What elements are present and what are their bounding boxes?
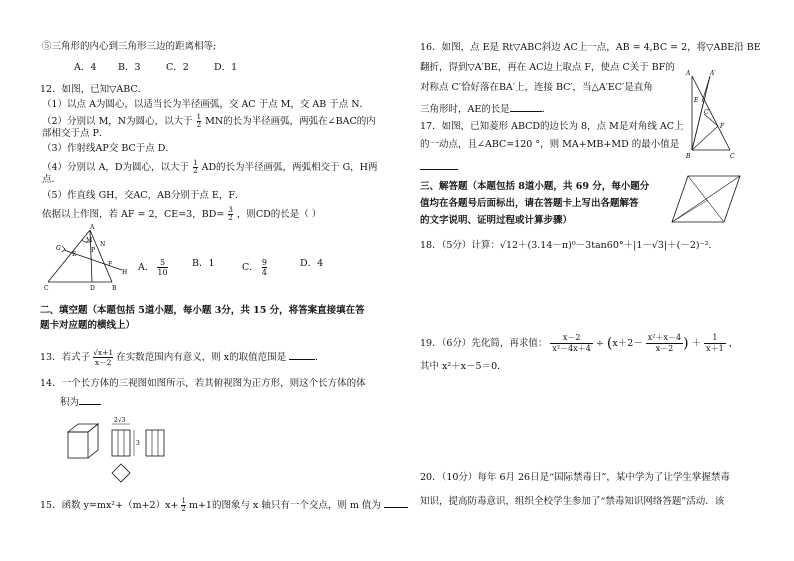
fig16-label-c-prime: C′ [704, 109, 710, 116]
q12-option-a [138, 258, 168, 277]
q12-title: 12．如图，已知▽ABC． [40, 84, 148, 95]
q18-expression: √12＋(3.14－π)⁰－3tan60°＋|1－√3|＋(－2)⁻²． [499, 240, 718, 251]
q19-label: 19．（6分）先化简，再求值： [420, 338, 548, 349]
q11-option-b: B．3 [118, 62, 141, 73]
fig16-label-b: B [686, 153, 691, 160]
q18-label: 18．（5分）计算： [420, 240, 500, 251]
q12-step2-text-b: MN的长为半径画弧，两弧在∠BAC的内 [205, 116, 376, 127]
q12-step4-text-a: （4）分别以 A，D为圆心，以大于 [42, 162, 190, 173]
q19-f2-denominator: x－2 [655, 344, 674, 353]
q12-step3: （3）作射线AP交 BC于点 D． [42, 143, 175, 154]
half-fraction-2 [193, 160, 197, 175]
q16-line2: 翻折，得到▽A′BE，再在 AC边上取点 F，使点 C关于 BF的 [420, 62, 675, 73]
q17-answer-blank[interactable] [420, 160, 458, 170]
q17-line2: 的一动点，且∠ABC=120 °，则 MA+MB+MD 的最小值是 [420, 139, 680, 150]
q16-answer-blank[interactable] [510, 102, 542, 112]
bd-denominator: 2 [228, 214, 233, 222]
q12-step2 [42, 114, 376, 129]
q15-text-b: m+1的图象与 x 轴只有一个交点，则 m 值为 [188, 500, 381, 511]
q12-option-a-den: 10 [157, 268, 168, 277]
q17-rhombus-figure [668, 172, 744, 228]
q14-line2 [60, 395, 101, 409]
q12-option-c-den: 4 [261, 268, 267, 277]
section3-heading-line1: 三、解答题（本题包括 8道小题，共 69 分，每小题分 [420, 181, 650, 192]
q12-option-d: D．4 [300, 258, 324, 269]
q12-step4-text-b: AD的长为半径画弧，两弧相交于 G，H两 [201, 162, 378, 173]
q15-line [40, 498, 408, 513]
q14-dim-side: 3 [136, 440, 140, 447]
fig12-label-e: E [72, 251, 77, 258]
q12-step5: （5）作直线 GH，交AC，AB分别于点 E，F． [42, 190, 245, 201]
q13-period: ． [315, 352, 325, 363]
fig12-label-a: A [90, 224, 95, 231]
q13-numerator: √x+1 [93, 348, 114, 357]
fig12-label-f: F [108, 261, 113, 268]
q16-triangle-figure [682, 66, 738, 158]
q17-line1: 17．如图，已知菱形 ABCD的边长为 8，点 M是对角线 AC上 [420, 121, 684, 132]
q12-option-c-label: C． [242, 262, 259, 273]
q13-line [40, 348, 325, 367]
q15-numerator: 1 [181, 497, 186, 505]
q20-line2: 知识，提高防毒意识，组织全校学生参加了“禁毒知识网络答题”活动．该 [420, 496, 725, 507]
q19-line [420, 333, 738, 354]
q14-dim-top: 2√3 [114, 417, 126, 424]
q19-comma: ， [728, 338, 739, 349]
q13-text-b: 在实数范围内有意义，则 x的取值范围是 [116, 352, 287, 363]
q14-three-views-figure [64, 412, 214, 484]
q18-line [420, 240, 718, 252]
half-denominator: 2 [196, 121, 202, 129]
q19-left-paren: ( [606, 335, 613, 352]
section3-heading-line2: 值均在各题号后面标出，请在答题卡上写出各题解答 [420, 198, 639, 209]
q12-step1: （1）以点 A为圆心，以适当长为半径画弧，交 AC 于点 M，交 AB 于点 N． [42, 99, 370, 110]
bd-fraction [228, 207, 232, 222]
q12-question-text-a: 依据以上作图，若 AF = 2，CE=3，BD= [42, 209, 225, 220]
fig12-label-n: N [100, 241, 106, 248]
q15-answer-blank[interactable] [384, 498, 408, 508]
q11-option-a: A．4 [74, 62, 97, 73]
q12-option-a-fraction [157, 258, 167, 277]
q15-text-a: 15．函数 y=mx²+（m+2）x+ [40, 500, 179, 511]
q12-option-c [242, 258, 267, 277]
q19-f3-numerator: 1 [704, 333, 726, 344]
section2-heading-line1: 二、填空题（本题包括 5道小题，每小题 3分，共 15 分，将答案直接填在答 [40, 305, 365, 316]
q16-text-d: 三角形时，AE的长是 [420, 104, 510, 115]
q13-fraction [93, 348, 113, 367]
q14-line1: 14．一个长方体的三视图如图所示，若其俯视图为正方形，则这个长方体的体 [40, 378, 366, 389]
q19-f3-denominator: x＋1 [706, 344, 724, 353]
half-fraction [197, 114, 201, 129]
q19-condition: 其中 x²＋x－5＝0． [420, 361, 507, 372]
q16-line3: 对称点 C′恰好落在BA′上，连接 BC′，当△A′EC′是直角 [420, 82, 653, 93]
fig16-label-a-prime: A′ [710, 70, 716, 77]
fig16-label-a: A [686, 70, 691, 77]
q13-answer-blank[interactable] [289, 350, 315, 360]
fig16-label-e: E [694, 97, 699, 104]
q16-period: ． [541, 104, 552, 115]
q19-divide-sign: ÷ [595, 338, 604, 349]
half-denominator-2: 2 [193, 167, 198, 175]
q12-question-text-b: ，则CD的长是（ ） [236, 209, 322, 220]
q15-fraction [181, 498, 185, 513]
q11-option-c: C．2 [166, 62, 189, 73]
fig12-label-h: H [122, 269, 128, 276]
q14-answer-blank[interactable] [79, 395, 101, 405]
q19-f1-denominator: x²－4x＋4 [552, 344, 591, 353]
fig16-label-f: F [720, 123, 725, 130]
q15-denominator: 2 [181, 505, 186, 513]
q16-line1: 16．如图，点 E是 Rt▽ABC斜边 AC上一点，AB = 4,BC = 2，将▽ABE沿 BE [420, 42, 761, 53]
q12-step4 [42, 160, 377, 175]
fig12-label-c: C [44, 285, 49, 292]
q12-step4-cont: 点． [42, 174, 62, 185]
section2-heading-line2: 题卡对应题的横线上） [40, 320, 136, 331]
q11-statement-5: ⑤三角形的内心到三角形三边的距离相等; [42, 41, 217, 52]
q12-option-c-fraction [262, 258, 267, 277]
q16-line4 [420, 102, 551, 116]
q19-fraction-2 [646, 333, 683, 354]
half-numerator: 1 [196, 113, 202, 121]
q13-denominator: x－2 [94, 358, 112, 367]
fig12-label-d: D [90, 285, 95, 292]
fig16-label-c: C [730, 153, 735, 160]
q19-paren-text: x＋2－ [612, 338, 643, 349]
q19-f2-numerator: x²＋x－4 [647, 333, 682, 342]
q12-triangle-figure [42, 226, 132, 292]
bd-numerator: 3 [228, 206, 233, 214]
q19-right-paren: ) [683, 335, 689, 352]
q11-option-d: D．1 [214, 62, 238, 73]
q12-option-c-num: 9 [261, 258, 267, 267]
q19-f1-numerator: x－2 [550, 333, 592, 344]
q12-question [42, 207, 321, 222]
section3-heading-line3: 的文字说明、证明过程或计算步骤） [420, 215, 573, 226]
q19-fraction-1 [550, 333, 592, 354]
q12-option-a-num: 5 [157, 258, 167, 268]
q13-text-a: 13．若式子 [40, 352, 91, 363]
fig12-label-m: M [86, 237, 93, 244]
q12-option-a-label: A． [138, 262, 155, 273]
fig12-label-g: G [56, 245, 61, 252]
q19-fraction-3 [704, 333, 726, 354]
half-numerator-2: 1 [193, 159, 198, 167]
q20-line1: 20．（10分）每年 6月 26日是“国际禁毒日”，某中学为了让学生掌握禁毒 [420, 472, 730, 483]
fig12-label-p: P [91, 247, 96, 254]
q17-answer-line [420, 160, 458, 174]
q19-plus-sign: ＋ [691, 338, 702, 349]
q12-step2-text-a: （2）分别以 M，N为圆心，以大于 [42, 116, 193, 127]
q12-option-b: B．1 [192, 258, 215, 269]
q12-step2-cont: 部相交于点 P． [42, 128, 109, 139]
fig12-label-b: B [112, 285, 117, 292]
q14-text-b: 积为 [60, 397, 80, 408]
